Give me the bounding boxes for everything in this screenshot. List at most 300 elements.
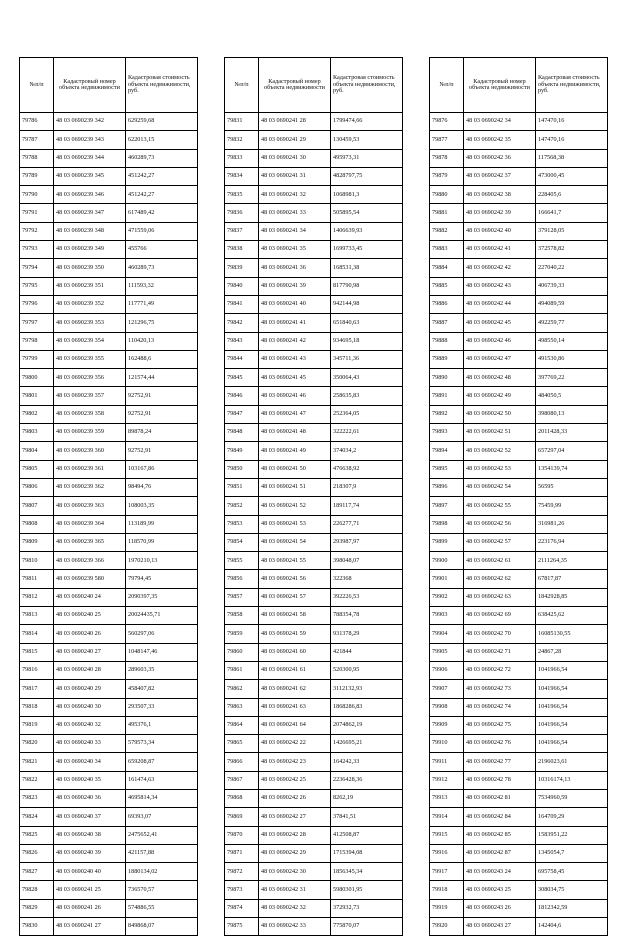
cadastral-number: 48 03 0690239 365 [54, 533, 126, 551]
table-row [20, 607, 198, 625]
cadastral-cost: 460289,73 [126, 149, 198, 167]
cadastral-number: 48 03 0690239 347 [54, 204, 126, 222]
table-row [20, 167, 198, 185]
cadastral-cost: 293507,33 [126, 698, 198, 716]
cadastral-cost: 1041966,54 [536, 680, 608, 698]
table-row [225, 753, 403, 771]
cadastral-cost: 3112132,93 [331, 680, 403, 698]
cadastral-number: 48 03 0690242 63 [464, 588, 536, 606]
table-row [20, 314, 198, 332]
table-row [225, 478, 403, 496]
table-row [430, 698, 608, 716]
table-row [225, 515, 403, 533]
cadastral-cost: 629259,68 [126, 113, 198, 131]
table-row [430, 369, 608, 387]
row-number: 79856 [225, 570, 259, 588]
table-row [225, 789, 403, 807]
table-row [20, 442, 198, 460]
cadastral-number: 48 03 0690239 345 [54, 167, 126, 185]
table-row [430, 863, 608, 881]
cadastral-cost: 24867,28 [536, 643, 608, 661]
row-number: 79812 [20, 588, 54, 606]
table-row [20, 789, 198, 807]
cadastral-cost: 1583951,22 [536, 826, 608, 844]
row-number: 79818 [20, 698, 54, 716]
table-row [225, 442, 403, 460]
row-number: 79901 [430, 570, 464, 588]
table-row [430, 295, 608, 313]
table-row [20, 186, 198, 204]
row-number: 79815 [20, 643, 54, 661]
cadastral-cost: 638425,62 [536, 607, 608, 625]
row-number: 79870 [225, 826, 259, 844]
cadastral-cost: 495973,31 [331, 149, 403, 167]
table-row [20, 863, 198, 881]
cadastral-number: 48 03 0690242 23 [259, 753, 331, 771]
table-row [20, 405, 198, 423]
cadastral-number: 48 03 0690242 27 [259, 808, 331, 826]
cadastral-cost: 574886,55 [126, 899, 198, 917]
row-number: 79810 [20, 552, 54, 570]
cadastral-number: 48 03 0690239 343 [54, 131, 126, 149]
table-row [225, 863, 403, 881]
cadastral-number: 48 03 0690240 29 [54, 680, 126, 698]
cadastral-cost: 162488,6 [126, 350, 198, 368]
cadastral-number: 48 03 0690240 37 [54, 808, 126, 826]
table-body [430, 113, 608, 936]
row-number: 79802 [20, 405, 54, 423]
cadastral-number: 48 03 0690241 27 [54, 918, 126, 936]
table-row [20, 515, 198, 533]
cadastral-number: 48 03 0690239 366 [54, 552, 126, 570]
cadastral-number: 48 03 0690242 46 [464, 332, 536, 350]
cadastral-number: 48 03 0690241 31 [259, 167, 331, 185]
table-row [20, 771, 198, 789]
row-number: 79796 [20, 295, 54, 313]
row-number: 79894 [430, 442, 464, 460]
cadastral-number: 48 03 0690242 72 [464, 661, 536, 679]
table-row [20, 588, 198, 606]
row-number: 79890 [430, 369, 464, 387]
table-row [20, 277, 198, 295]
cadastral-number: 48 03 0690239 360 [54, 442, 126, 460]
cadastral-number: 48 03 0690239 353 [54, 314, 126, 332]
cadastral-number: 48 03 0690239 364 [54, 515, 126, 533]
table-row [20, 497, 198, 515]
row-number: 79878 [430, 149, 464, 167]
table-row [430, 625, 608, 643]
cadastral-number: 48 03 0690242 37 [464, 167, 536, 185]
cadastral-cost: 1406639,93 [331, 222, 403, 240]
table-row [20, 332, 198, 350]
cadastral-cost: 227040,22 [536, 259, 608, 277]
table-row [20, 478, 198, 496]
row-number: 79895 [430, 460, 464, 478]
cadastral-cost: 484050,5 [536, 387, 608, 405]
table-row [20, 204, 198, 222]
table-row [20, 625, 198, 643]
cadastral-cost: 579573,34 [126, 735, 198, 753]
row-number: 79889 [430, 350, 464, 368]
cadastral-number: 48 03 0690241 28 [259, 113, 331, 131]
table-row [225, 881, 403, 899]
cadastral-number: 48 03 0690242 52 [464, 442, 536, 460]
table-row [225, 771, 403, 789]
table-row [225, 131, 403, 149]
row-number: 79906 [430, 661, 464, 679]
cadastral-number: 48 03 0690241 63 [259, 698, 331, 716]
table-row [225, 844, 403, 862]
table-row [20, 259, 198, 277]
cadastral-cost: 374034,2 [331, 442, 403, 460]
cadastral-cost: 121574,44 [126, 369, 198, 387]
cadastral-cost: 398080,13 [536, 405, 608, 423]
header-cadastral-cost: Кадастровая стоимость объекта недвижимости, руб. [126, 58, 198, 113]
table-row [430, 607, 608, 625]
table-row [20, 698, 198, 716]
table-row [225, 808, 403, 826]
cadastral-cost: 560297,06 [126, 625, 198, 643]
cadastral-number: 48 03 0690242 43 [464, 277, 536, 295]
row-number: 79847 [225, 405, 259, 423]
cadastral-number: 48 03 0690243 26 [464, 899, 536, 917]
cadastral-number: 48 03 0690241 32 [259, 186, 331, 204]
table-row [225, 204, 403, 222]
cadastral-cost: 2011428,33 [536, 424, 608, 442]
row-number: 79862 [225, 680, 259, 698]
cadastral-cost: 79794,45 [126, 570, 198, 588]
cadastral-number: 48 03 0690242 48 [464, 369, 536, 387]
cadastral-cost: 1048147,46 [126, 643, 198, 661]
table-row [225, 405, 403, 423]
table-body [225, 113, 403, 936]
cadastral-number: 48 03 0690241 45 [259, 369, 331, 387]
cadastral-cost: 398048,07 [331, 552, 403, 570]
table-row [430, 588, 608, 606]
row-number: 79853 [225, 515, 259, 533]
cadastral-number: 48 03 0690242 69 [464, 607, 536, 625]
cadastral-cost: 56595 [536, 478, 608, 496]
header-cadastral-number: Кадастровый номер объекта недвижимости [54, 58, 126, 113]
cadastral-number: 48 03 0690242 54 [464, 478, 536, 496]
cadastral-number: 48 03 0690241 40 [259, 295, 331, 313]
row-number: 79910 [430, 735, 464, 753]
table-row [225, 350, 403, 368]
row-number: 79903 [430, 607, 464, 625]
cadastral-number: 48 03 0690241 25 [54, 881, 126, 899]
cadastral-number: 48 03 0690242 75 [464, 716, 536, 734]
cadastral-number: 48 03 0690241 39 [259, 277, 331, 295]
cadastral-number: 48 03 0690241 52 [259, 497, 331, 515]
cadastral-number: 48 03 0690241 53 [259, 515, 331, 533]
cadastral-cost: 397769,22 [536, 369, 608, 387]
cadastral-number: 48 03 0690242 77 [464, 753, 536, 771]
cadastral-number: 48 03 0690242 50 [464, 405, 536, 423]
cadastral-cost: 4695814,34 [126, 789, 198, 807]
row-number: 79825 [20, 826, 54, 844]
row-number: 79899 [430, 533, 464, 551]
cadastral-number: 48 03 0690241 41 [259, 314, 331, 332]
row-number: 79907 [430, 680, 464, 698]
cadastral-number: 48 03 0690242 25 [259, 771, 331, 789]
cadastral-cost: 121296,75 [126, 314, 198, 332]
cadastral-cost: 491530,86 [536, 350, 608, 368]
cadastral-number: 48 03 0690242 71 [464, 643, 536, 661]
row-number: 79864 [225, 716, 259, 734]
table-row [430, 186, 608, 204]
table-row [430, 277, 608, 295]
cadastral-cost: 161474,63 [126, 771, 198, 789]
cadastral-number: 48 03 0690242 61 [464, 552, 536, 570]
table-row [225, 460, 403, 478]
table-row [225, 314, 403, 332]
cadastral-number: 48 03 0690242 51 [464, 424, 536, 442]
table-row [430, 113, 608, 131]
row-number: 79789 [20, 167, 54, 185]
row-number: 79828 [20, 881, 54, 899]
table-row [225, 259, 403, 277]
table-row [430, 424, 608, 442]
table-row [225, 661, 403, 679]
cadastral-cost: 322368 [331, 570, 403, 588]
row-number: 79891 [430, 387, 464, 405]
cadastral-cost: 492259,77 [536, 314, 608, 332]
table-row [430, 332, 608, 350]
cadastral-cost: 8262,19 [331, 789, 403, 807]
cadastral-number: 48 03 0690242 45 [464, 314, 536, 332]
row-number: 79913 [430, 789, 464, 807]
cadastral-cost: 316981,26 [536, 515, 608, 533]
row-number: 79788 [20, 149, 54, 167]
row-number: 79833 [225, 149, 259, 167]
cadastral-cost: 92752,91 [126, 387, 198, 405]
row-number: 79848 [225, 424, 259, 442]
row-number: 79831 [225, 113, 259, 131]
cadastral-number: 48 03 0690241 26 [54, 899, 126, 917]
table-row [225, 241, 403, 259]
row-number: 79813 [20, 607, 54, 625]
table-row [225, 625, 403, 643]
row-number: 79811 [20, 570, 54, 588]
cadastral-number: 48 03 0690240 30 [54, 698, 126, 716]
table-row [20, 716, 198, 734]
table-row [430, 570, 608, 588]
row-number: 79874 [225, 899, 259, 917]
row-number: 79908 [430, 698, 464, 716]
row-number: 79821 [20, 753, 54, 771]
cadastral-number: 48 03 0690242 42 [464, 259, 536, 277]
row-number: 79823 [20, 789, 54, 807]
row-number: 79808 [20, 515, 54, 533]
cadastral-number: 48 03 0690242 22 [259, 735, 331, 753]
table-row [430, 826, 608, 844]
row-number: 79855 [225, 552, 259, 570]
cadastral-number: 48 03 0690242 38 [464, 186, 536, 204]
row-number: 79793 [20, 241, 54, 259]
cadastral-number: 48 03 0690239 362 [54, 478, 126, 496]
row-number: 79795 [20, 277, 54, 295]
cadastral-cost: 471559,06 [126, 222, 198, 240]
cadastral-cost: 218307,9 [331, 478, 403, 496]
row-number: 79883 [430, 241, 464, 259]
cadastral-cost: 379128,05 [536, 222, 608, 240]
cadastral-cost: 1856345,34 [331, 863, 403, 881]
cadastral-cost: 498550,14 [536, 332, 608, 350]
row-number: 79881 [430, 204, 464, 222]
row-number: 79846 [225, 387, 259, 405]
table-row [225, 607, 403, 625]
cadastral-cost: 345711,36 [331, 350, 403, 368]
row-number: 79877 [430, 131, 464, 149]
cadastral-number: 48 03 0690240 27 [54, 643, 126, 661]
row-number: 79849 [225, 442, 259, 460]
cadastral-cost: 817790,98 [331, 277, 403, 295]
row-number: 79863 [225, 698, 259, 716]
cadastral-cost: 451242,27 [126, 167, 198, 185]
cadastral-cost: 421844 [331, 643, 403, 661]
cadastral-number: 48 03 0690241 48 [259, 424, 331, 442]
cadastral-cost: 372578,82 [536, 241, 608, 259]
cadastral-cost: 934695,18 [331, 332, 403, 350]
row-number: 79809 [20, 533, 54, 551]
row-number: 79817 [20, 680, 54, 698]
cadastral-number: 48 03 0690239 344 [54, 149, 126, 167]
cadastral-cost: 392226,53 [331, 588, 403, 606]
cadastral-cost: 189117,74 [331, 497, 403, 515]
row-number: 79826 [20, 844, 54, 862]
row-number: 79832 [225, 131, 259, 149]
row-number: 79786 [20, 113, 54, 131]
cadastral-cost: 113189,99 [126, 515, 198, 533]
cadastral-number: 48 03 0690241 61 [259, 661, 331, 679]
row-number: 79824 [20, 808, 54, 826]
row-number: 79820 [20, 735, 54, 753]
row-number: 79840 [225, 277, 259, 295]
cadastral-number: 48 03 0690239 349 [54, 241, 126, 259]
table-row [430, 149, 608, 167]
cadastral-number: 48 03 0690241 49 [259, 442, 331, 460]
cadastral-cost: 164242,33 [331, 753, 403, 771]
table-row [430, 899, 608, 917]
cadastral-number: 48 03 0690242 39 [464, 204, 536, 222]
table-row [20, 113, 198, 131]
cadastral-number: 48 03 0690239 358 [54, 405, 126, 423]
cadastral-cost: 1426695,21 [331, 735, 403, 753]
row-number: 79865 [225, 735, 259, 753]
cadastral-number: 48 03 0690241 36 [259, 259, 331, 277]
row-number: 79800 [20, 369, 54, 387]
row-number: 79904 [430, 625, 464, 643]
cadastral-number: 48 03 0690242 32 [259, 899, 331, 917]
cadastral-number: 48 03 0690242 33 [259, 918, 331, 936]
table-row [430, 918, 608, 936]
cadastral-number: 48 03 0690242 85 [464, 826, 536, 844]
cadastral-cost: 931378,29 [331, 625, 403, 643]
cadastral-number: 48 03 0690240 35 [54, 771, 126, 789]
cadastral-number: 48 03 0690240 36 [54, 789, 126, 807]
header-number: №п/п [225, 58, 259, 113]
table-row [20, 643, 198, 661]
table-row [430, 753, 608, 771]
table-row [430, 460, 608, 478]
cadastral-cost: 476638,92 [331, 460, 403, 478]
table-row [430, 131, 608, 149]
table-row [430, 222, 608, 240]
cadastral-cost: 308034,75 [536, 881, 608, 899]
cadastral-cost: 458407,82 [126, 680, 198, 698]
cadastral-cost: 10316174,13 [536, 771, 608, 789]
table-row [430, 661, 608, 679]
cadastral-cost: 2090397,35 [126, 588, 198, 606]
cadastral-cost: 1699733,45 [331, 241, 403, 259]
row-number: 79798 [20, 332, 54, 350]
table-row [20, 295, 198, 313]
table-row [225, 918, 403, 936]
cadastral-cost: 117568,38 [536, 149, 608, 167]
cadastral-number: 48 03 0690242 44 [464, 295, 536, 313]
row-number: 79791 [20, 204, 54, 222]
cadastral-number: 48 03 0690240 38 [54, 826, 126, 844]
cadastral-cost: 5980301,95 [331, 881, 403, 899]
row-number: 79794 [20, 259, 54, 277]
row-number: 79797 [20, 314, 54, 332]
header-cadastral-cost: Кадастровая стоимость объекта недвижимости, руб. [331, 58, 403, 113]
row-number: 79843 [225, 332, 259, 350]
cadastral-cost: 651840,63 [331, 314, 403, 332]
cadastral-number: 48 03 0690239 346 [54, 186, 126, 204]
cadastral-number: 48 03 0690242 30 [259, 863, 331, 881]
table-row [225, 113, 403, 131]
table-row [20, 844, 198, 862]
header-number: №п/п [430, 58, 464, 113]
row-number: 79803 [20, 424, 54, 442]
row-number: 79873 [225, 881, 259, 899]
cadastral-cost: 406739,33 [536, 277, 608, 295]
table-row [430, 716, 608, 734]
cadastral-cost: 2111264,35 [536, 552, 608, 570]
table-row [20, 918, 198, 936]
row-number: 79841 [225, 295, 259, 313]
cadastral-cost: 1041966,54 [536, 698, 608, 716]
cadastral-cost: 252364,05 [331, 405, 403, 423]
cadastral-number: 48 03 0690242 40 [464, 222, 536, 240]
table-body [20, 113, 198, 936]
table-row [430, 387, 608, 405]
cadastral-cost: 117771,49 [126, 295, 198, 313]
cadastral-number: 48 03 0690242 57 [464, 533, 536, 551]
cadastral-number: 48 03 0690239 342 [54, 113, 126, 131]
cadastral-number: 48 03 0690243 24 [464, 863, 536, 881]
cadastral-cost: 92752,91 [126, 442, 198, 460]
table-row [20, 222, 198, 240]
cadastral-number: 48 03 0690242 74 [464, 698, 536, 716]
row-number: 79900 [430, 552, 464, 570]
cadastral-number: 48 03 0690242 28 [259, 826, 331, 844]
cadastral-number: 48 03 0690241 64 [259, 716, 331, 734]
table-row [20, 735, 198, 753]
row-number: 79866 [225, 753, 259, 771]
table-row [430, 478, 608, 496]
table-row [20, 460, 198, 478]
table-row [225, 570, 403, 588]
cadastre-table-2 [224, 57, 403, 936]
table-row [225, 826, 403, 844]
cadastral-cost: 659208,87 [126, 753, 198, 771]
cadastral-number: 48 03 0690241 34 [259, 222, 331, 240]
cadastral-number: 48 03 0690240 40 [54, 863, 126, 881]
cadastral-number: 48 03 0690239 354 [54, 332, 126, 350]
row-number: 79920 [430, 918, 464, 936]
